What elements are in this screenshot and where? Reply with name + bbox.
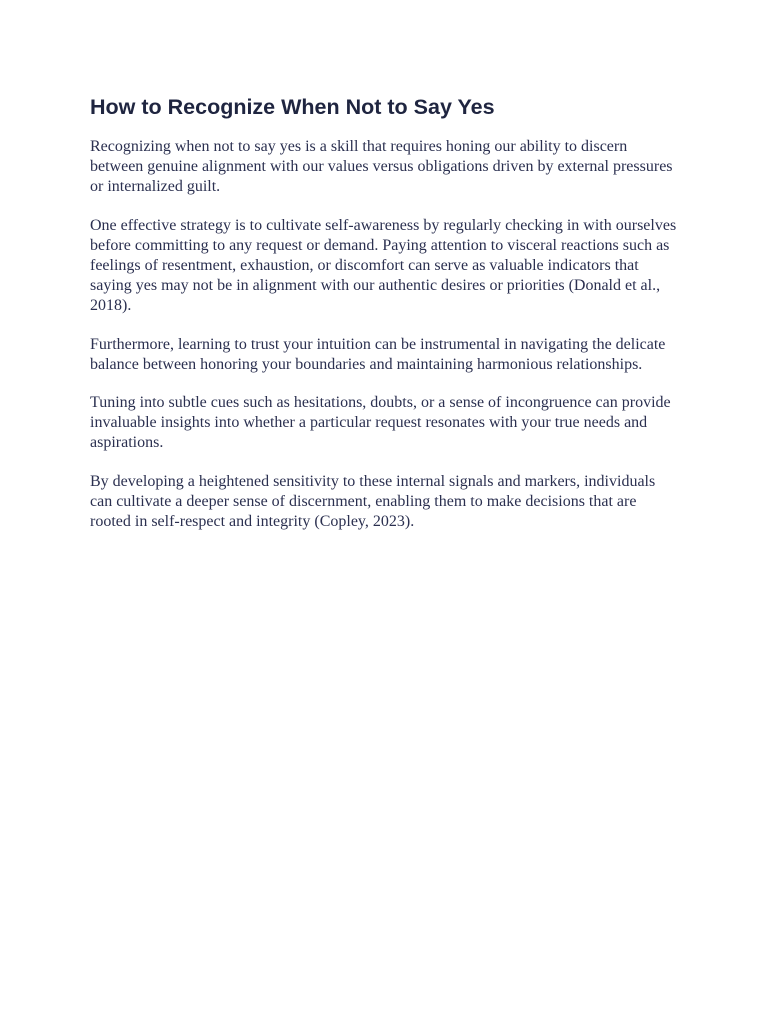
paragraph-5: By developing a heightened sensitivity to these internal signals and markers, individuals can cultivate a deeper sense of discernment, enabling them to make decisions that are rooted in self-respect and integrity (Copley, 2023). xyxy=(90,472,656,531)
document-title: How to Recognize When Not to Say Yes xyxy=(90,95,495,119)
paragraph-4: Tuning into subtle cues such as hesitations, doubts, or a sense of incongruence can provide invaluable insights into whether a particular request resonates with your true needs and aspirations. xyxy=(90,394,671,452)
paragraph-2: One effective strategy is to cultivate self-awareness by regularly checking in with ourselves before committing to any request or demand. Paying attention to visceral reactions such as feelings of resentment, exhaustion, or discomfort can serve as valuable indicators that saying yes may not be in alignment with our authentic desires or priorities (Donald et al., 2018). xyxy=(90,216,677,315)
paragraph-1: Recognizing when not to say yes is a skill that requires honing our ability to discern between genuine alignment with our values versus obligations driven by external pressures or internalized guilt. xyxy=(90,138,673,196)
paragraph-3: Furthermore, learning to trust your intuition can be instrumental in navigating the delicate balance between honoring your boundaries and maintaining harmonious relationships. xyxy=(90,335,666,373)
document-body xyxy=(90,93,680,550)
